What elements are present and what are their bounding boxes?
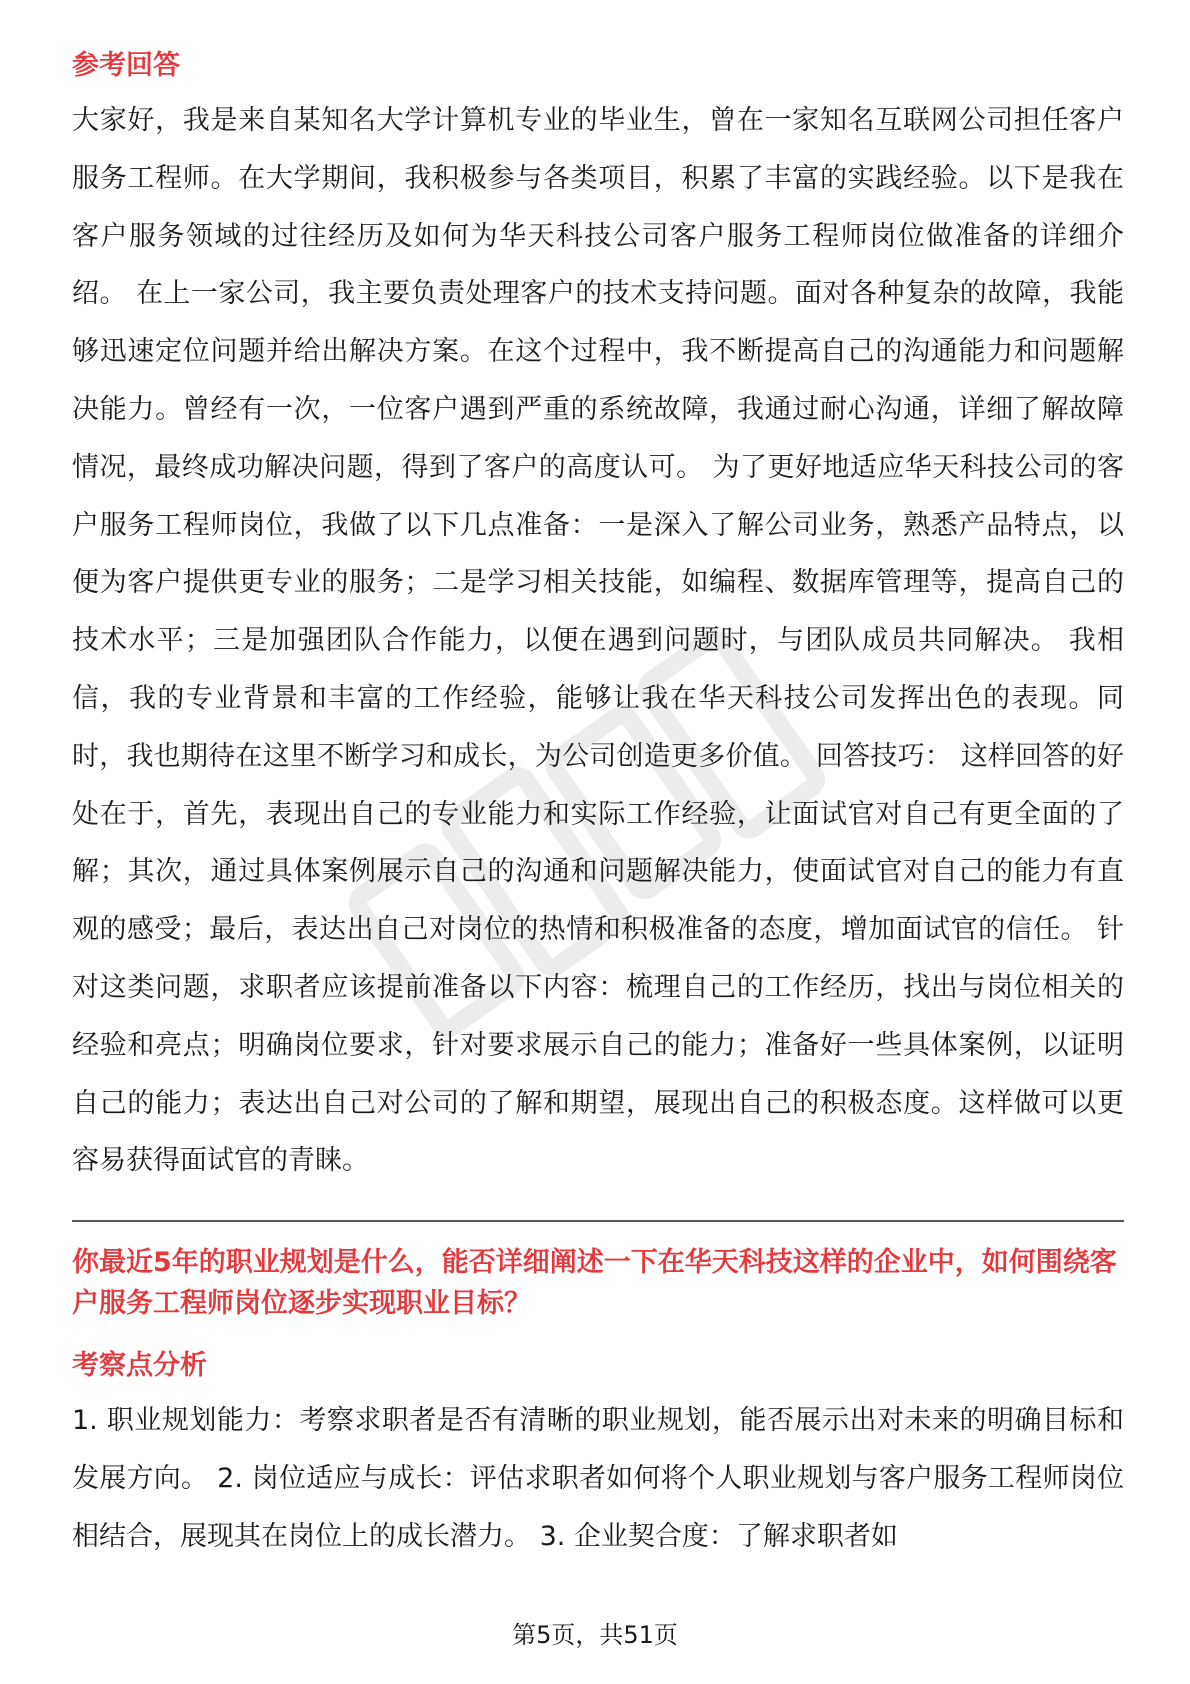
analysis-body: 1. 职业规划能力：考察求职者是否有清晰的职业规划，能否展示出对未来的明确目标和发展方向。 2. 岗位适应与成长：评估求职者如何将个人职业规划与客户服务工程师岗位相结合，展现其在岗位上的成长潜力。 3. 企业契合度：了解求职者如 — [72, 1405, 1124, 1552]
reference-answer-body: 大家好，我是来自某知名大学计算机专业的毕业生，曾在一家知名互联网公司担任客户服务工程师。在大学期间，我积极参与各类项目，积累了丰富的实践经验。以下是我在客户服务领域的过往经历及如何为华天科技公司客户服务工程师岗位做准备的详细介绍。 在上一家公司，我主要负责处理客户的技术支持问题。面对各种复杂的故障，我能够迅速定位问题并给出解决方案。在这个过程中，我不断提高自己的沟通能力和问题解决能力。曾经有一次，一位客户遇到严重的系统故障，我通过耐心沟通，详细了解故障情况，最终成功解决问题，得到了客户的高度认可。 为了更好地适应华天科技公司的客户服务工程师岗位，我做了以下几点准备：一是深入了解公司业务，熟悉产品特点，以便为客户提供更专业的服务；二是学习相关技能，如编程、数据库管理等，提高自己的技术水平；三是加强团队合作能力，以便在遇到问题时，与团队成员共同解决。 我相信，我的专业背景和丰富的工作经验，能够让我在华天科技公司发挥出色的表现。同时，我也期待在这里不断学习和成长，为公司创造更多价值。 回答技巧： 这样回答的好处在于，首先，表现出自己的专业能力和实际工作经验，让面试官对自己有更全面的了解；其次，通过具体案例展示自己的沟通和问题解决能力，使面试官对自己的能力有直观的感受；最后，表达出自己对岗位的热情和积极准备的态度，增加面试官的信任。 针对这类问题，求职者应该提前准备以下内容：梳理自己的工作经历，找出与岗位相关的经验和亮点；明确岗位要求，针对要求展示自己的能力；准备好一些具体案例，以证明自己的能力；表达出自己对公司的了解和期望，展现出自己的积极态度。这样做可以更容易获得面试官的青睐。 — [72, 105, 1124, 1177]
document-page — [72, 46, 1124, 1566]
section-divider — [72, 1220, 1124, 1222]
analysis-heading: 考察点分析 — [72, 1350, 207, 1382]
reference-answer-heading: 参考回答 — [72, 50, 180, 81]
question-title: 你最近5年的职业规划是什么，能否详细阐述一下在华天科技这样的企业中，如何围绕客户服务工程师岗位逐步实现职业目标？ — [72, 1247, 1117, 1320]
page-number: 第5页，共51页 — [512, 1621, 678, 1649]
